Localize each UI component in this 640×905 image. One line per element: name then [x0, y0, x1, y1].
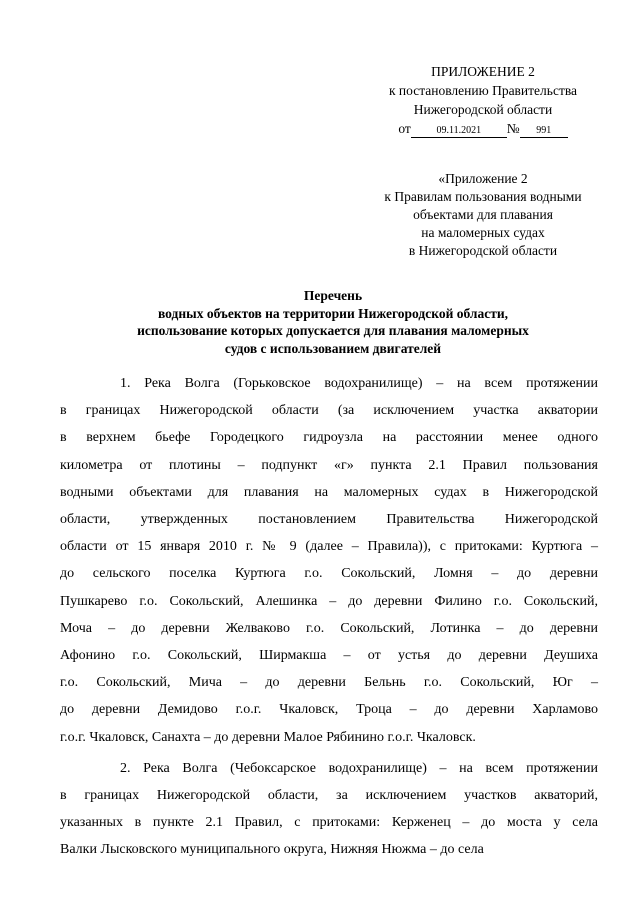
appendix-resolution-ref: к постановлению Правительства [388, 83, 578, 98]
paragraph-line: 1. Река Волга (Горьковское водохранилище) – на всем протяжении [120, 376, 598, 391]
rules-reference [360, 170, 606, 260]
title-line-4: судов с использованием двигателей [224, 340, 442, 356]
title-line-3: использование которых допускается для плавания маломерных [137, 323, 529, 338]
paragraph-line: в границах Нижегородской области, за исключением участков акваторий, [60, 788, 598, 804]
paragraph-line: водными объектами для плавания на маломерных судах в Нижегородской [60, 484, 598, 500]
paragraph-1 [60, 370, 598, 751]
paragraph-line: Валки Лысковского муниципального округа, Нижняя Нюжма – до села [60, 842, 484, 858]
paragraph-2 [60, 755, 598, 864]
rules-ref-line-5: в Нижегородской области [408, 243, 558, 258]
paragraph-line: в границах Нижегородской области (за исключением участка акватории [60, 403, 598, 419]
paragraph-line: до деревни Демидово г.о.г. Чкаловск, Троца – до деревни Харламово [60, 702, 598, 718]
rules-ref-line-3: объектами для плавания [413, 207, 553, 222]
paragraph-line: указанных в пункте 2.1 Правил, с притоками: Керженец – до моста у села [60, 815, 598, 831]
rules-ref-line-1: «Приложение 2 [438, 171, 528, 186]
paragraph-line: 2. Река Волга (Чебоксарское водохранилище) – на всем протяжении [120, 760, 598, 776]
date-prefix: от [398, 121, 411, 136]
appendix-date-line [360, 119, 606, 138]
title-line-1: Перечень [303, 288, 363, 303]
paragraph-line: г.о.г. Чкаловск, Санахта – до деревни Малое Рябинино г.о.г. Чкаловск. [60, 729, 476, 745]
paragraph-line: Моча – до деревни Желваково г.о. Сокольский, Лотинка – до деревни [60, 620, 598, 636]
paragraph-line: г.о. Сокольский, Мича – до деревни Бельнь г.о. Сокольский, Юг – [60, 675, 598, 691]
document-body [60, 370, 598, 864]
resolution-date: 09.11.2021 [411, 124, 507, 138]
document-title [60, 287, 606, 357]
rules-ref-line-4: на маломерных судах [421, 225, 545, 240]
paragraph-line: Афонино г.о. Сокольский, Ширмакша – от устья до деревни Деушиха [60, 648, 598, 664]
paragraph-line: в верхнем бьефе Городецкого гидроузла на расстоянии менее одного [60, 430, 598, 446]
appendix-header [360, 62, 606, 138]
paragraph-line: километра от плотины – подпункт «г» пункта 2.1 Правил пользования [60, 457, 598, 473]
number-sign: № [506, 121, 520, 136]
rules-ref-line-2: к Правилам пользования водными [384, 189, 582, 204]
appendix-region: Нижегородской области [413, 102, 553, 117]
paragraph-line: области от 15 января 2010 г. № 9 (далее – Правила)), с притоками: Куртюга – [60, 539, 598, 555]
title-line-2: водных объектов на территории Нижегородской области, [157, 305, 509, 321]
resolution-number: 991 [520, 124, 568, 138]
paragraph-line: Пушкарево г.о. Сокольский, Алешинка – до деревни Филино г.о. Сокольский, [60, 593, 598, 609]
paragraph-line: области, утвержденных постановлением Правительства Нижегородской [60, 512, 598, 528]
paragraph-line: до сельского поселка Куртюга г.о. Сокольский, Ломня – до деревни [60, 566, 598, 582]
appendix-number: ПРИЛОЖЕНИЕ 2 [431, 64, 535, 79]
